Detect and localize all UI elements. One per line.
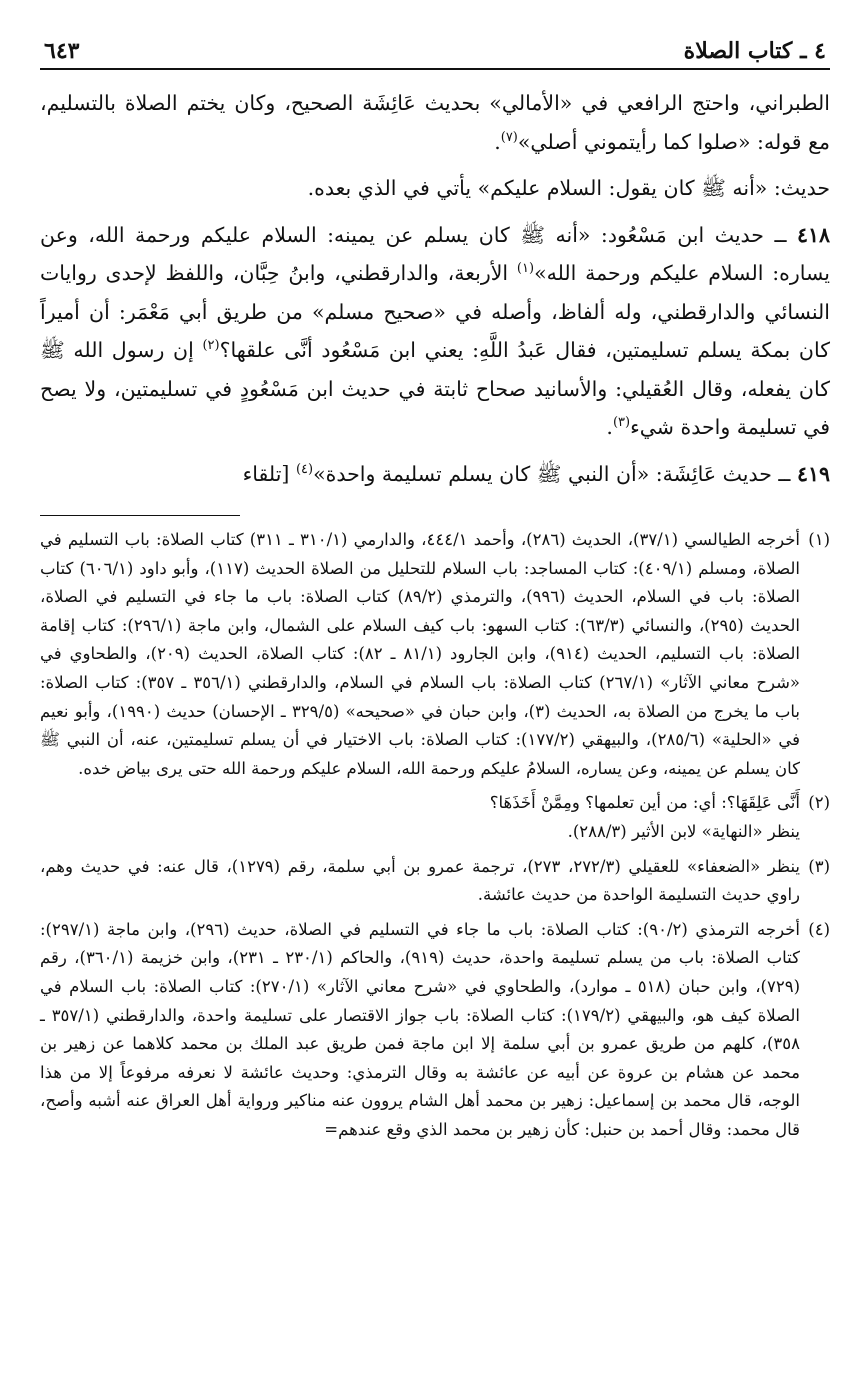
footnote-line: ينظر «النهاية» لابن الأثير (٢٨٨/٣). (567, 821, 800, 841)
hadith-text: إن رسول الله ﷺ كان يفعله، وقال العُقيلي: والأسانيد صحاح ثابتة في حديث ابن مَسْعُودٍ في تسليمتين، ولا يصح في تسليمة واحدة شيء (40, 338, 830, 439)
footnote (40, 789, 830, 846)
footnote-body (40, 789, 800, 846)
paragraph-text: حديث: «أنه ﷺ كان يقول: السلام عليكم» يأتي في الذي بعده. (307, 176, 830, 200)
footnote-number: (٢) (808, 793, 830, 813)
footnote-ref[interactable]: (٢) (202, 338, 220, 354)
hadith-419 (40, 455, 830, 494)
footnote (40, 853, 830, 910)
footnote-ref[interactable]: (٣) (612, 415, 631, 431)
footnote-line: أخرجه الطيالسي (٣٧/١)، الحديث (٢٨٦)، وأحمد ٤٤٤/١، والدارمي (٣١٠/١ ـ ٣١١) كتاب الصلاة: باب التسليم في الصلاة، ومسلم (٤٠٩/١): كتاب المساجد: باب السلام للتحليل من الصلاة الحديث (١١٧)، وأبو داود (٦٠٦/١) كتاب الصلاة: باب في السلام، الحديث (٩٩٦)، والترمذي (٨٩/٢) كتاب الصلاة: باب ما جاء في التسليم في الصلاة، الحديث (٢٩٥)، والنسائي (٦٣/٣): كتاب السهو: باب كيف السلام على الشمال، وابن ماجة (٢٩٦/١): كتاب إقامة الصلاة: باب التسليم، الحديث (٩١٤)، وابن الجارود (٨١/١ ـ ٨٢): كتاب الصلاة، الحديث (٢٠٩)، والطحاوي في «شرح معاني الآثار» (٢٦٧/١) كتاب الصلاة: باب السلام في السلام، والدارقطني (٣٥٦/١ ـ ٣٥٧): كتاب الصلاة: باب ما يخرج من الصلاة به، الحديث (٣)، وابن حبان في «صحيحه» (٣٢٩/٥ ـ الإحسان) حديث (١٩٩٠)، وأبو نعيم في «الحلية» (٢٨٥/٦)، والبيهقي (١٧٧/٢): كتاب الصلاة: باب الاختيار في أن يسلم تسليمتين، عنه، أن النبي ﷺ كان يسلم عن يمينه، وعن يساره، السلامُ عليكم ورحمة الله، السلام عليكم ورحمة الله حتى يرى بياض خده. (40, 530, 801, 778)
hadith-text: ــ حديث ابن مَسْعُود: «أنه ﷺ كان يسلم عن يمينه: السلام عليكم ورحمة الله، وعن يساره: السلام عليكم ورحمة الله» (40, 222, 830, 285)
footnote (40, 526, 830, 783)
footnote-line: ينظر «الضعفاء» للعقيلي (٢٧٢/٣، ٢٧٣)، ترجمة عمرو بن أبي سلمة، رقم (١٢٧٩)، قال عنه: في حديث وهم، راوي حديث التسليمة الواحدة من حديث عائشة. (40, 856, 801, 905)
hadith-number: ٤١٩ (796, 461, 830, 486)
footnote-ref[interactable]: (٤) (295, 461, 314, 477)
footnote-separator (40, 515, 240, 516)
page-number: ٦٤٣ (44, 38, 80, 64)
footnote-number: (٣) (808, 856, 830, 876)
footnote-body (40, 526, 800, 783)
footnote-line: أخرجه الترمذي (٩٠/٢): كتاب الصلاة: باب ما جاء في التسليم في الصلاة، حديث (٢٩٦)، وابن ماجة (٢٩٧/١): كتاب الصلاة: باب من يسلم تسليمة واحدة، حديث (٩١٩)، والحاكم (٢٣٠/١ ـ ٢٣١)، وابن خزيمة (٣٦٠/١)، رقم (٧٢٩)، وابن حبان (٥١٨ ـ موارد)، والطحاوي في «شرح معاني الآثار» (٢٧٠/١): كتاب الصلاة: باب السلام في الصلاة كيف هو، والبيهقي (١٧٩/٢): كتاب الصلاة: باب جواز الاقتصار على تسليمة واحدة، والدارقطني (٣٥٧/١ ـ ٣٥٨)، كلهم من طريق عمرو بن أبي سلمة إلا ابن ماجة فمن طريق عبد الملك بن محمد كلاهما عن زهير بن محمد عن هشام بن عروة عن أبيه عن عائشة به وقال الترمذي: وحديث عائشة لا نعرفه مرفوعاً إلا من هذا الوجه، قال محمد بن إسماعيل: زهير بن محمد أهل الشام يروون عنه مناكير ورواية أهل العراق عنه أشبه وأصح، قال محمد: وقال أحمد بن حنبل: كأن زهير بن محمد الذي وقع عندهم= (40, 919, 800, 1139)
hadith-end: . (606, 415, 613, 439)
hadith-418 (40, 216, 830, 447)
running-header (40, 20, 830, 70)
paragraph-text: الطبراني، واحتج الرافعي في «الأمالي» بحديث عَائِشَة الصحيح، وكان يختم الصلاة بالتسليم، مع قوله: «صلوا كما رأيتموني أصلي» (40, 91, 830, 154)
main-text (40, 84, 830, 493)
footnote-number: (٤) (808, 919, 830, 939)
hadith-text: الأربعة، والدارقطني، وابنُ حِبَّان، واللفظ لإحدى روايات النسائي والدارقطني، وله ألفاظ، وأصله في «صحيح مسلم» من طريق أبي مَعْمَر: أن أميراً كان بمكة يسلم تسليمتين، فقال عَبدُ اللَّهِ: يعني ابن مَسْعُود أنَّى علقها؟ (40, 261, 830, 362)
footnote-number: (١) (808, 530, 830, 549)
footnote-ref[interactable]: (١) (516, 261, 535, 277)
paragraph (40, 84, 830, 161)
paragraph (40, 169, 830, 208)
chapter-title: ٤ ـ كتاب الصلاة (683, 38, 826, 64)
hadith-text: ــ حديث عَائِشَة: «أن النبي ﷺ كان يسلم تسليمة واحدة» (313, 461, 797, 486)
book-page (40, 20, 830, 1150)
hadith-number: ٤١٨ (796, 222, 830, 247)
hadith-text: [تلقاء (242, 461, 296, 486)
footnotes (40, 526, 830, 1144)
footnote-body (40, 916, 800, 1145)
paragraph-end: . (494, 129, 501, 154)
footnote-ref[interactable]: (٧) (500, 129, 518, 145)
footnote-body (40, 853, 800, 910)
footnote (40, 916, 830, 1145)
footnote-line: أَنَّى عَلِقَهَا؟: أي: من أين تعلمها؟ ومِمَّنْ أَخَذَهَا؟ (489, 793, 800, 813)
